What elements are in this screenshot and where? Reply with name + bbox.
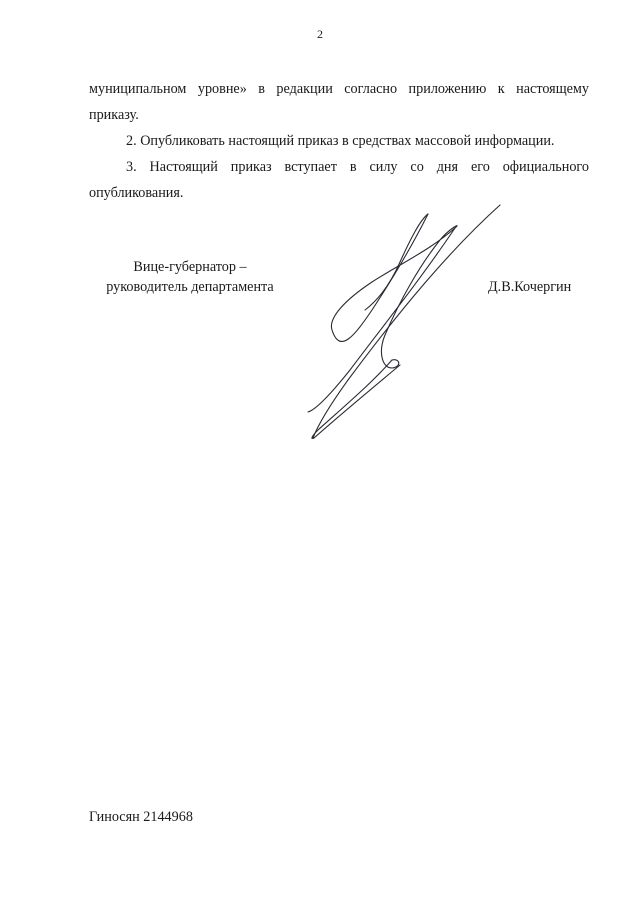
paragraph-1-line-1: муниципальном уровне» в редакции согласно приложению к настоящему [89,81,589,97]
paragraph-3-line-1: 3. Настоящий приказ вступает в силу со дня его официального [126,159,589,175]
paragraph-2 [89,128,589,154]
signatory-title-line-1: Вице-губернатор – [133,259,247,275]
paragraph-1-line-2: приказу. [89,107,139,123]
page-number: 2 [317,27,323,41]
signatory-title-line-2: руководитель департамента [106,279,274,295]
executor-contact: Гиносян 2144968 [89,809,193,825]
paragraph-3-line-2: опубликования. [89,185,184,201]
signatory-name: Д.В.Кочергин [488,279,572,295]
paragraph-2-line-1: 2. Опубликовать настоящий приказ в средствах массовой информации. [126,133,555,149]
signatory-title [90,257,290,297]
paragraph-1 [89,76,589,128]
paragraph-3 [89,154,589,206]
